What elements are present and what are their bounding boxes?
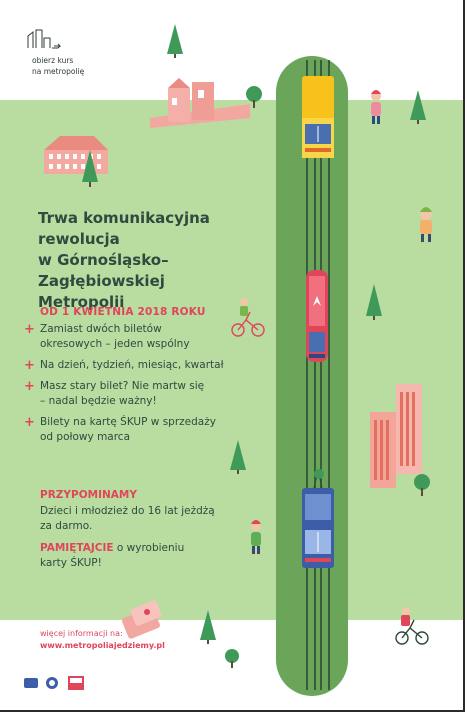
bullet-line-2: od połowy marca bbox=[40, 431, 131, 443]
manor-house-illustration bbox=[44, 136, 108, 174]
bullet-line-2: okresowych – jeden wspólny bbox=[40, 338, 190, 350]
info-url-link[interactable]: www.metropoliajedziemy.pl bbox=[40, 641, 165, 650]
reminder-heading: PRZYPOMINAMY bbox=[40, 489, 137, 501]
page-title bbox=[38, 208, 288, 313]
cyclist-icon bbox=[396, 620, 428, 644]
plus-icon: + bbox=[24, 379, 35, 394]
list-item bbox=[24, 379, 274, 409]
bullet-line-2: – nadal będzie ważny! bbox=[40, 395, 157, 407]
reminder-text bbox=[40, 504, 270, 534]
headline-line-1: Trwa komunikacyjna rewolucja bbox=[38, 209, 210, 248]
logo-line-2: na metropolię bbox=[32, 67, 85, 76]
date-label: OD 1 KWIETNIA 2018 ROKU bbox=[40, 306, 206, 318]
plus-icon: + bbox=[24, 415, 35, 430]
remember-rest: o wyrobieniu bbox=[113, 542, 185, 554]
remember-text bbox=[40, 541, 270, 571]
bullet-line-1: Masz stary bilet? Nie martw się bbox=[40, 380, 205, 392]
yellow-bus-icon bbox=[302, 76, 334, 158]
partner-logo-icon bbox=[24, 676, 84, 690]
list-item bbox=[24, 415, 274, 445]
headline-line-3: Metropolii bbox=[38, 293, 125, 311]
headline-line-2: w Górnośląsko–Zagłębiowskiej bbox=[38, 251, 169, 290]
city-skyline-icon bbox=[28, 30, 60, 48]
bullet-line-1: Na dzień, tydzień, miesiąc, kwartał bbox=[40, 359, 224, 371]
bullet-line-1: Zamiast dwóch biletów bbox=[40, 323, 162, 335]
reminder-line-2: za darmo. bbox=[40, 520, 93, 532]
red-tram-icon bbox=[306, 270, 328, 362]
reminder-line-1: Dzieci i młodzież do 16 lat jeżdżą bbox=[40, 505, 215, 517]
bullet-line-1: Bilety na kartę ŚKUP w sprzedaży bbox=[40, 416, 216, 428]
logo-line-1: obierz kurs bbox=[32, 56, 74, 65]
plus-icon: + bbox=[24, 322, 35, 337]
info-heading: więcej informacji na: bbox=[40, 629, 123, 638]
list-item bbox=[24, 322, 274, 352]
plus-icon: + bbox=[24, 358, 35, 373]
benefits-list bbox=[24, 322, 274, 451]
remember-highlight: PAMIĘTAJCIE bbox=[40, 542, 114, 554]
list-item bbox=[24, 358, 274, 373]
remember-line-2: karty ŚKUP! bbox=[40, 557, 102, 569]
logo-text bbox=[32, 55, 84, 77]
